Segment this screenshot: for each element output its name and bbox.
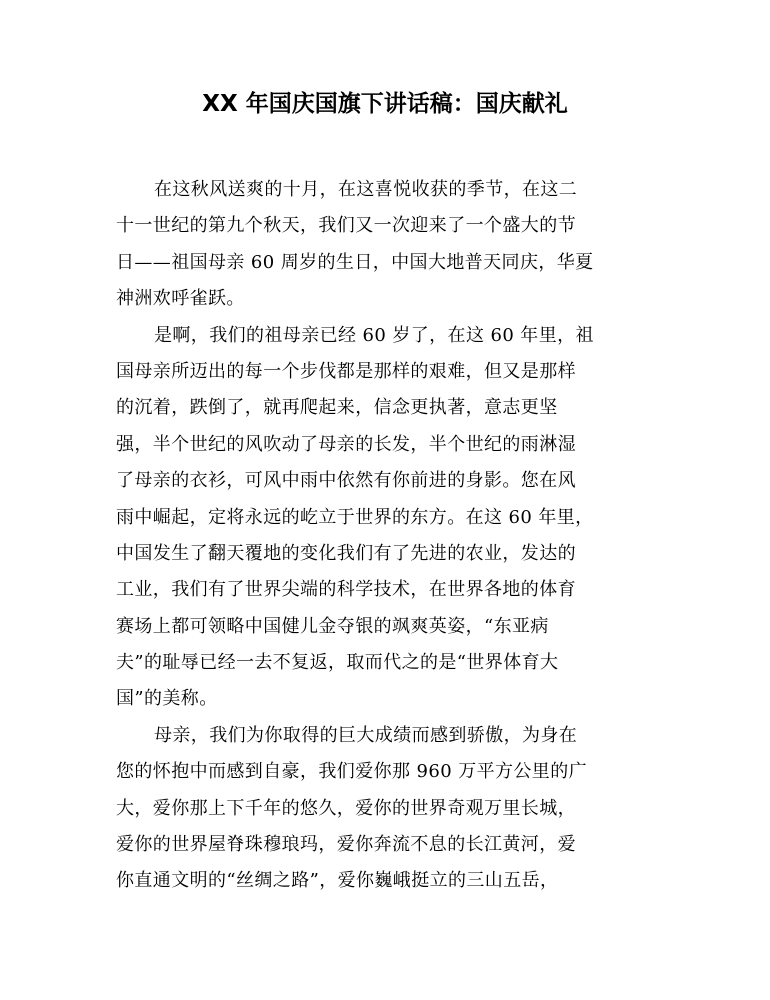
paragraph-1 bbox=[116, 172, 656, 318]
text-line: 夫”的耻辱已经一去不复返，取而代之的是“世界体育大 bbox=[116, 652, 559, 674]
text-line: 十一世纪的第九个秋天，我们又一次迎来了一个盛大的节 bbox=[116, 215, 576, 237]
text-line: 日——祖国母亲 60 周岁的生日，中国大地普天同庆，华夏 bbox=[116, 251, 594, 273]
text-line: 国母亲所迈出的每一个步伐都是那样的艰难，但又是那样 bbox=[116, 360, 576, 382]
text-line: 是啊，我们的祖母亲已经 60 岁了，在这 60 年里，祖 bbox=[154, 324, 594, 346]
text-line: 雨中崛起，定将永远的屹立于世界的东方。在这 60 年里， bbox=[116, 506, 594, 528]
text-line: 你直通文明的“丝绸之路”，爱你巍峨挺立的三山五岳， bbox=[116, 870, 559, 892]
text-line: 中国发生了翻天覆地的变化我们有了先进的农业，发达的 bbox=[116, 542, 576, 564]
text-line: 国”的美称。 bbox=[116, 688, 218, 710]
text-line: 的沉着，跌倒了，就再爬起来，信念更执著，意志更坚 bbox=[116, 397, 558, 419]
document-title: XX 年国庆国旗下讲话稿：国庆献礼 bbox=[202, 91, 568, 117]
text-line: 神洲欢呼雀跃。 bbox=[116, 288, 245, 310]
text-line: 工业，我们有了世界尖端的科学技术，在世界各地的体育 bbox=[116, 579, 576, 601]
text-line: 赛场上都可领略中国健儿金夺银的飒爽英姿，“东亚病 bbox=[116, 615, 549, 637]
text-line: 了母亲的衣衫，可风中雨中依然有你前进的身影。您在风 bbox=[116, 470, 576, 492]
document-body bbox=[116, 172, 656, 900]
text-line: 您的怀抱中而感到自豪，我们爱你那 960 万平方公里的广 bbox=[116, 761, 587, 783]
paragraph-2 bbox=[116, 318, 656, 718]
text-line: 强，半个世纪的风吹动了母亲的长发，半个世纪的雨淋湿 bbox=[116, 433, 576, 455]
text-line: 大，爱你那上下千年的悠久，爱你的世界奇观万里长城， bbox=[116, 797, 576, 819]
text-line: 母亲，我们为你取得的巨大成绩而感到骄傲，为身在 bbox=[154, 724, 578, 746]
paragraph-3 bbox=[116, 718, 656, 900]
text-line: 在这秋风送爽的十月，在这喜悦收获的季节，在这二 bbox=[154, 179, 578, 200]
text-line: 爱你的世界屋脊珠穆琅玛，爱你奔流不息的长江黄河，爱 bbox=[116, 834, 576, 856]
